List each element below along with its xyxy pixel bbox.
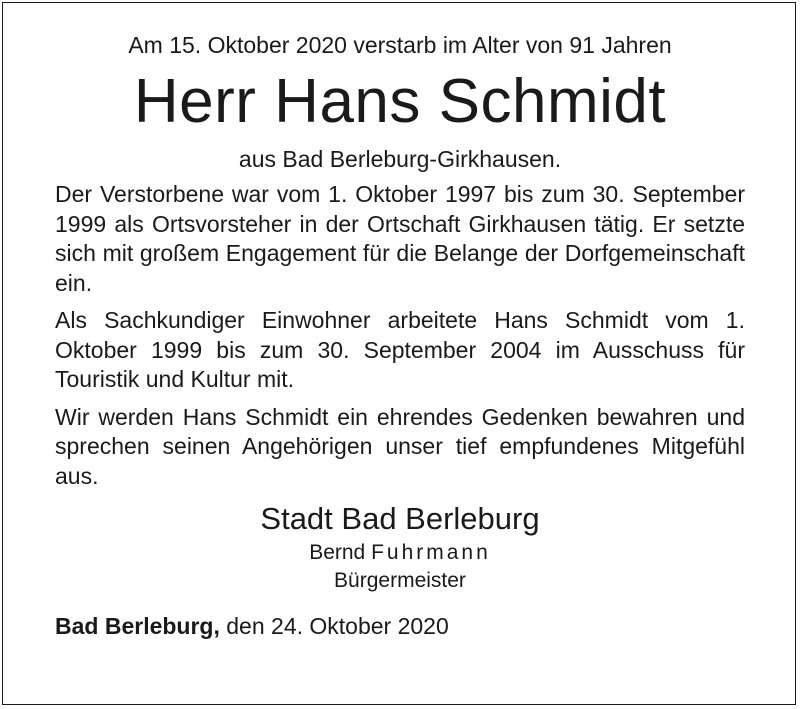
signer-first-name: Bernd bbox=[309, 541, 366, 564]
intro-line: Am 15. Oktober 2020 verstarb im Alter von 91 Jahren bbox=[128, 32, 672, 58]
footer-line bbox=[55, 611, 745, 641]
footer-date: den 24. Oktober 2020 bbox=[226, 613, 449, 639]
paragraph-service: Der Verstorbene war vom 1. Oktober 1997 bis zum 30. September 1999 als Ortsvorsteher in der Ortschaft Girkhausen tätig. Er setzte sich mit großem Engagement für die Belange der Dorfgemeinschaft ein. bbox=[55, 181, 745, 296]
paragraph-condolence: Wir werden Hans Schmidt ein ehrendes Gedenken bewahren und sprechen seinen Angehörigen unser tief empfundenes Mitgefühl aus. bbox=[55, 403, 745, 489]
deceased-name: Herr Hans Schmidt bbox=[133, 67, 667, 136]
obituary-notice bbox=[55, 30, 745, 641]
footer-place: Bad Berleburg, bbox=[55, 613, 220, 639]
signer-last-name: Fuhrmann bbox=[371, 541, 491, 564]
sender-name: Stadt Bad Berleburg bbox=[260, 501, 540, 536]
signer-name bbox=[55, 539, 745, 567]
signer-role: Bürgermeister bbox=[334, 569, 466, 592]
origin-line: aus Bad Berleburg-Girkhausen. bbox=[238, 146, 562, 172]
paragraph-committee: Als Sachkundiger Einwohner arbeitete Hans Schmidt vom 1. Oktober 1999 bis zum 30. September 2004 im Ausschuss für Touristik und Kultur mit. bbox=[55, 307, 745, 392]
